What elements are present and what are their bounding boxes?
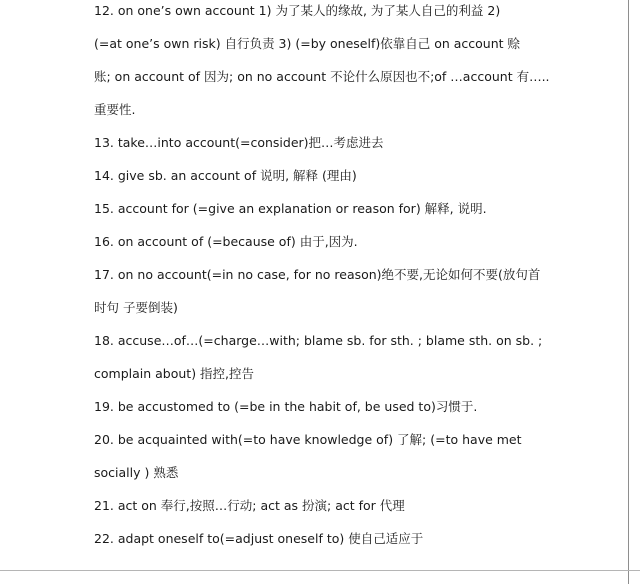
entry-14: 14. give sb. an account of 说明, 解释 (理由)	[94, 168, 357, 183]
entry-18-line-1: 18. accuse…of…(=charge…with; blame sb. for sth. ; blame sth. on sb. ;	[94, 333, 543, 348]
entry-12-line-2: (=at one’s own risk) 自行负责 3) (=by oneself)依靠自己 on account 赊	[94, 36, 521, 51]
entry-17-line-1: 17. on no account(=in no case, for no reason)绝不要,无论如何不要(放句首	[94, 267, 541, 282]
entry-16: 16. on account of (=because of) 由于,因为.	[94, 234, 358, 249]
entry-12-line-4: 重要性.	[94, 102, 136, 117]
entry-20-line-1: 20. be acquainted with(=to have knowledge of) 了解; (=to have met	[94, 432, 522, 447]
entry-22: 22. adapt oneself to(=adjust oneself to) 使自己适应于	[94, 531, 424, 546]
entry-15: 15. account for (=give an explanation or reason for) 解释, 说明.	[94, 201, 487, 216]
entry-21: 21. act on 奉行,按照…行动; act as 扮演; act for 代理	[94, 498, 405, 513]
entry-12-line-3: 账; on account of 因为; on no account 不论什么原因也不;of …account 有…..	[94, 69, 550, 84]
entry-12-line-1: 12. on one’s own account 1) 为了某人的缘故, 为了某人自己的利益 2)	[94, 3, 501, 18]
entry-13: 13. take…into account(=consider)把…考虑进去	[94, 135, 384, 150]
entry-20-line-2: socially ) 熟悉	[94, 465, 179, 480]
entry-18-line-2: complain about) 指控,控告	[94, 366, 255, 381]
page-bottom-edge	[0, 570, 640, 571]
page-right-edge	[628, 0, 629, 584]
entry-19: 19. be accustomed to (=be in the habit of, be used to)习惯于.	[94, 399, 478, 414]
entry-17-line-2: 时句 子要倒装)	[94, 300, 178, 315]
